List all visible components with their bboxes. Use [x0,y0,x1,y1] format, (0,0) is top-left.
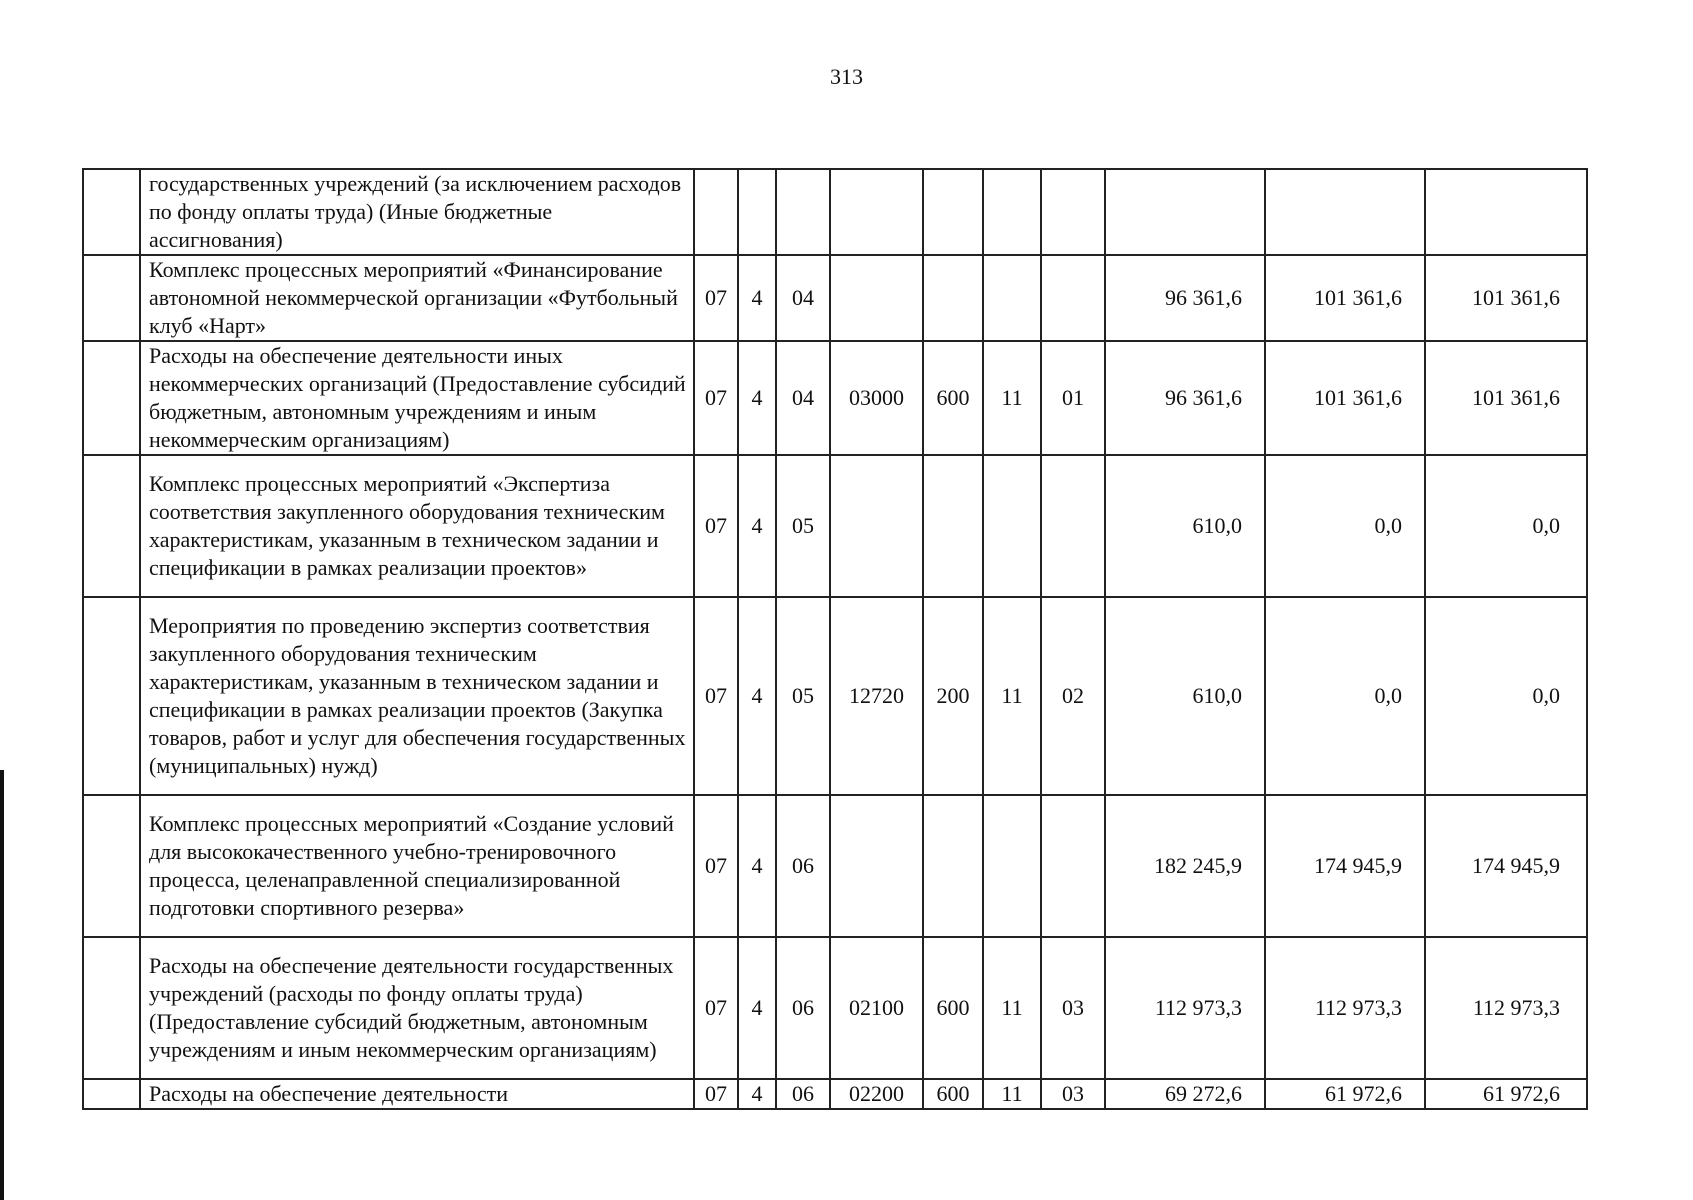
cell-code-chapter: 11 [983,1079,1041,1109]
cell-code-chapter: 11 [983,937,1041,1079]
cell-amount-year-3: 61 972,6 [1425,1079,1587,1109]
cell-code-direction: 12720 [830,597,923,795]
cell-num-col [83,341,140,455]
cell-code-subprogram: 06 [776,1079,830,1109]
cell-amount-year-2: 61 972,6 [1265,1079,1425,1109]
cell-amount-year-3: 101 361,6 [1425,255,1587,341]
cell-code-section: 07 [694,455,738,597]
cell-code-subsection: 03 [1041,937,1105,1079]
cell-amount-year-3 [1425,169,1587,255]
cell-code-program: 4 [738,341,776,455]
cell-amount-year-3: 112 973,3 [1425,937,1587,1079]
cell-amount-year-1: 610,0 [1105,455,1265,597]
cell-code-subprogram: 06 [776,937,830,1079]
cell-num-col [83,597,140,795]
cell-code-section: 07 [694,937,738,1079]
cell-code-program: 4 [738,455,776,597]
table-row [83,937,1587,1079]
cell-code-subprogram [776,169,830,255]
cell-code-program: 4 [738,255,776,341]
cell-code-chapter [983,455,1041,597]
cell-code-subprogram: 05 [776,597,830,795]
cell-amount-year-2: 0,0 [1265,597,1425,795]
cell-code-subsection [1041,169,1105,255]
cell-code-expense-type: 600 [923,937,983,1079]
cell-amount-year-2: 174 945,9 [1265,795,1425,937]
cell-amount-year-1 [1105,169,1265,255]
cell-code-subprogram: 05 [776,455,830,597]
cell-amount-year-1: 96 361,6 [1105,255,1265,341]
cell-description: государственных учреждений (за исключением расходов по фонду оплаты труда) (Иные бюджетные ассигнования) [140,169,694,255]
cell-code-chapter [983,169,1041,255]
cell-num-col [83,169,140,255]
cell-code-expense-type [923,795,983,937]
cell-description: Комплекс процессных мероприятий «Создание условий для высококачественного учебно-тренировочного процесса, целенаправленной специализированной подготовки спортивного резерва» [140,795,694,937]
table-row [83,255,1587,341]
table-row [83,597,1587,795]
cell-code-direction [830,169,923,255]
cell-amount-year-2: 0,0 [1265,455,1425,597]
cell-code-expense-type: 600 [923,341,983,455]
cell-code-direction [830,255,923,341]
cell-amount-year-1: 610,0 [1105,597,1265,795]
cell-code-direction: 02200 [830,1079,923,1109]
cell-amount-year-1: 182 245,9 [1105,795,1265,937]
cell-amount-year-2: 101 361,6 [1265,255,1425,341]
cell-code-chapter: 11 [983,341,1041,455]
table-row [83,169,1587,255]
table-row [83,795,1587,937]
cell-code-direction [830,455,923,597]
table-row [83,341,1587,455]
cell-code-expense-type [923,255,983,341]
cell-description: Мероприятия по проведению экспертиз соответствия закупленного оборудования техническим характеристикам, указанным в техническом задании и спецификации в рамках реализации проектов (Закупка товаров, работ и услуг для обеспечения государственных (муниципальных) нужд) [140,597,694,795]
scan-edge-mark [0,770,4,1200]
cell-amount-year-2: 112 973,3 [1265,937,1425,1079]
page-number: 313 [830,64,863,89]
cell-code-subprogram: 04 [776,341,830,455]
cell-code-program: 4 [738,597,776,795]
cell-code-program: 4 [738,1079,776,1109]
cell-amount-year-1: 69 272,6 [1105,1079,1265,1109]
cell-description: Расходы на обеспечение деятельности иных некоммерческих организаций (Предоставление субсидий бюджетным, автономным учреждениям и иным некоммерческим организациям) [140,341,694,455]
cell-code-chapter: 11 [983,597,1041,795]
cell-amount-year-3: 174 945,9 [1425,795,1587,937]
table-row [83,1079,1587,1109]
cell-code-program: 4 [738,937,776,1079]
cell-amount-year-1: 112 973,3 [1105,937,1265,1079]
cell-amount-year-3: 0,0 [1425,597,1587,795]
cell-code-section [694,169,738,255]
cell-description: Расходы на обеспечение деятельности государственных учреждений (расходы по фонду оплаты труда) (Предоставление субсидий бюджетным, автономным учреждениям и иным некоммерческим организациям) [140,937,694,1079]
cell-code-subprogram: 04 [776,255,830,341]
cell-code-subprogram: 06 [776,795,830,937]
cell-num-col [83,795,140,937]
cell-code-program [738,169,776,255]
cell-code-direction [830,795,923,937]
cell-code-section: 07 [694,341,738,455]
cell-description: Комплекс процессных мероприятий «Финансирование автономной некоммерческой организации «Футбольный клуб «Нарт» [140,255,694,341]
cell-num-col [83,1079,140,1109]
cell-num-col [83,937,140,1079]
cell-code-chapter [983,795,1041,937]
cell-code-expense-type [923,455,983,597]
cell-amount-year-1: 96 361,6 [1105,341,1265,455]
cell-code-subsection [1041,255,1105,341]
cell-num-col [83,455,140,597]
table-row [83,455,1587,597]
cell-description: Расходы на обеспечение деятельности [140,1079,694,1109]
cell-code-subsection: 02 [1041,597,1105,795]
cell-code-section: 07 [694,1079,738,1109]
cell-code-section: 07 [694,795,738,937]
cell-code-expense-type: 200 [923,597,983,795]
cell-amount-year-3: 101 361,6 [1425,341,1587,455]
cell-code-direction: 02100 [830,937,923,1079]
cell-code-subsection: 01 [1041,341,1105,455]
cell-code-subsection [1041,795,1105,937]
cell-code-direction: 03000 [830,341,923,455]
cell-code-expense-type [923,169,983,255]
cell-code-subsection [1041,455,1105,597]
cell-code-program: 4 [738,795,776,937]
cell-amount-year-2: 101 361,6 [1265,341,1425,455]
cell-amount-year-3: 0,0 [1425,455,1587,597]
cell-description: Комплекс процессных мероприятий «Экспертиза соответствия закупленного оборудования техническим характеристикам, указанным в техническом задании и спецификации в рамках реализации проектов» [140,455,694,597]
cell-code-section: 07 [694,597,738,795]
cell-code-expense-type: 600 [923,1079,983,1109]
cell-num-col [83,255,140,341]
cell-code-section: 07 [694,255,738,341]
cell-code-chapter [983,255,1041,341]
budget-table [82,168,1588,1110]
cell-amount-year-2 [1265,169,1425,255]
cell-code-subsection: 03 [1041,1079,1105,1109]
